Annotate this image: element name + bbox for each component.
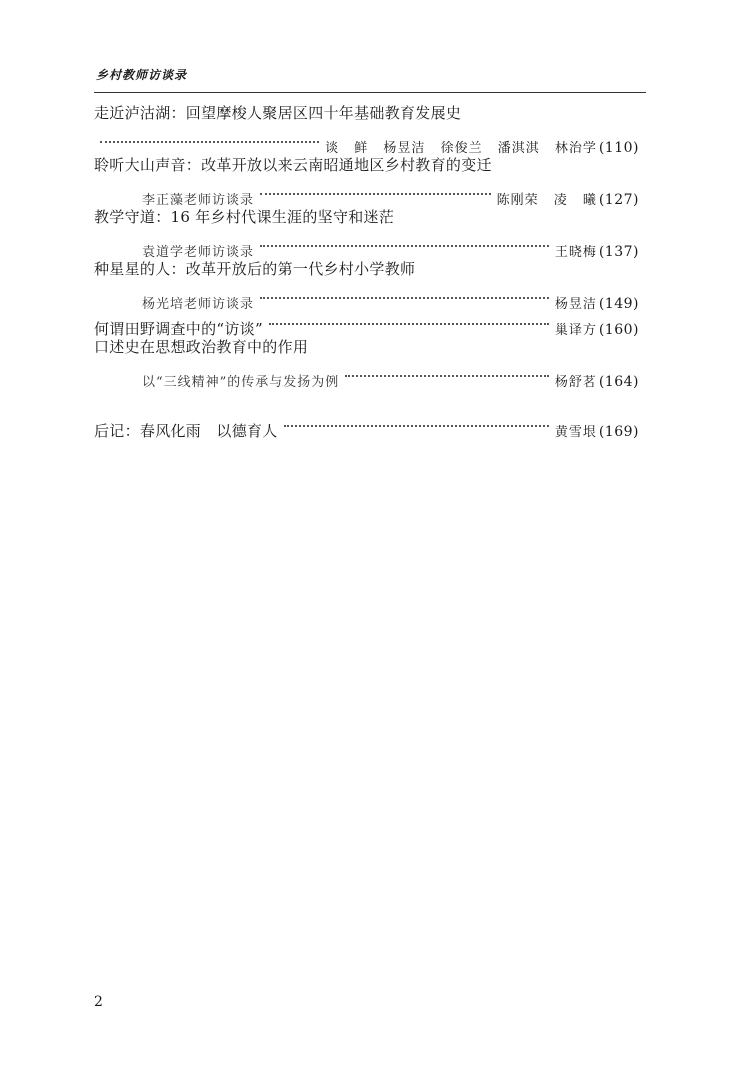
toc-entry-subtitle: 袁道学老师访谈录 xyxy=(142,245,255,260)
running-header-title: 乡村教师访谈录 xyxy=(96,68,188,82)
table-of-contents xyxy=(94,100,639,440)
toc-entry-page: (164) xyxy=(598,374,639,390)
toc-entry-page: (160) xyxy=(598,322,639,338)
leader-dots xyxy=(284,410,549,436)
toc-entry-page: (127) xyxy=(598,192,639,208)
leader-dots xyxy=(269,308,549,334)
leader-dots xyxy=(345,360,549,386)
toc-entry-title: 聆听大山声音：改革开放以来云南昭通地区乡村教育的变迁 xyxy=(94,156,492,174)
toc-entry-title: 何谓田野调查中的“访谈” xyxy=(94,320,263,338)
toc-entry-authors: 黄雪垠 xyxy=(554,425,597,440)
toc-entry-detail-line xyxy=(94,410,639,440)
toc-entry-page: (169) xyxy=(598,424,639,440)
toc-entry-detail-line xyxy=(94,282,639,312)
toc-entry-title: 口述史在思想政治教育中的作用 xyxy=(94,338,309,356)
toc-entry-detail-line xyxy=(94,360,639,390)
toc-entry-detail-line xyxy=(94,230,639,260)
toc-entry-authors: 陈刚荣 凌 曦 xyxy=(496,193,597,208)
toc-entry-title: 种星星的人：改革开放后的第一代乡村小学教师 xyxy=(94,260,416,278)
page-number: 2 xyxy=(94,994,103,1010)
toc-entry-page: (110) xyxy=(598,140,639,156)
toc-entry-subtitle: 杨光培老师访谈录 xyxy=(142,297,255,312)
toc-entry-subtitle: 李正藻老师访谈录 xyxy=(142,193,255,208)
toc-entry-page: (149) xyxy=(598,296,639,312)
toc-entry-title: 走近泸沽湖：回望摩梭人聚居区四十年基础教育发展史 xyxy=(94,104,462,122)
toc-entry-subtitle: 以“三线精神”的传承与发扬为例 xyxy=(142,375,340,390)
toc-entry-authors: 杨舒茗 xyxy=(554,375,597,390)
toc-entry-authors: 谈 鲜 杨昱洁 徐俊兰 潘淇淇 林治学 xyxy=(325,141,597,156)
toc-entry-title: 后记：春风化雨 以德育人 xyxy=(94,422,278,440)
leader-dots xyxy=(260,230,549,256)
leader-dots xyxy=(260,178,491,204)
toc-entry xyxy=(94,410,639,440)
leader-dots xyxy=(100,126,319,152)
header-rule xyxy=(94,92,646,93)
toc-entry-authors: 杨昱洁 xyxy=(554,297,597,312)
toc-entry-page: (137) xyxy=(598,244,639,260)
toc-entry-authors: 王晓梅 xyxy=(554,245,597,260)
toc-entry-title: 教学守道：16 年乡村代课生涯的坚守和迷茫 xyxy=(94,208,395,226)
toc-entry-detail-line xyxy=(94,126,639,156)
toc-entry-detail-line xyxy=(94,178,639,208)
leader-dots xyxy=(260,282,549,308)
toc-entry xyxy=(94,100,639,156)
toc-entry-authors: 巢译方 xyxy=(554,323,597,338)
